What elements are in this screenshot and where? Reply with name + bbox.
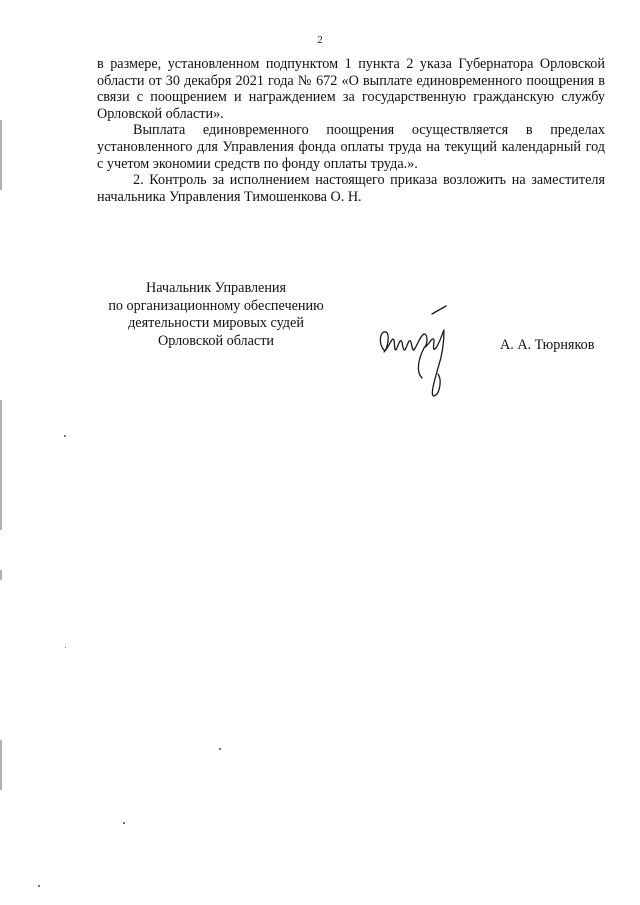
- scan-speck: [38, 885, 40, 887]
- signatory-position: [80, 280, 352, 350]
- position-line: по организационному обеспечению: [108, 297, 324, 314]
- scan-speck: [123, 822, 125, 824]
- document-body: [97, 56, 605, 205]
- position-line: Орловской области: [157, 332, 275, 349]
- scan-speck: [64, 435, 66, 437]
- position-line: Начальник Управления: [145, 280, 287, 296]
- scan-edge-marks: [0, 100, 4, 800]
- signer-name: А. А. Тюрняков: [500, 337, 595, 353]
- page-number: 2: [317, 34, 323, 46]
- paragraph-payment-limits: Выплата единовременного поощрения осуществляется в пределах установленного для Управления фонда оплаты труда на текущий календарный год с учетом экономии средств по фонду оплаты труда.».: [97, 122, 605, 172]
- paragraph-continuation: в размере, установленном подпунктом 1 пункта 2 указа Губернатора Орловской области от 30 декабря 2021 года № 672 «О выплате единовременного поощрения в связи с поощрением и награждением за государственную гражданскую службу Орловской области».: [97, 56, 605, 122]
- position-line: деятельности мировых судей: [128, 315, 304, 331]
- scan-speck: [219, 748, 221, 750]
- scan-speck: [65, 647, 66, 648]
- handwritten-signature: [372, 300, 472, 400]
- paragraph-control: 2. Контроль за исполнением настоящего приказа возложить на заместителя начальника Управления Тимошенкова О. Н.: [97, 172, 605, 205]
